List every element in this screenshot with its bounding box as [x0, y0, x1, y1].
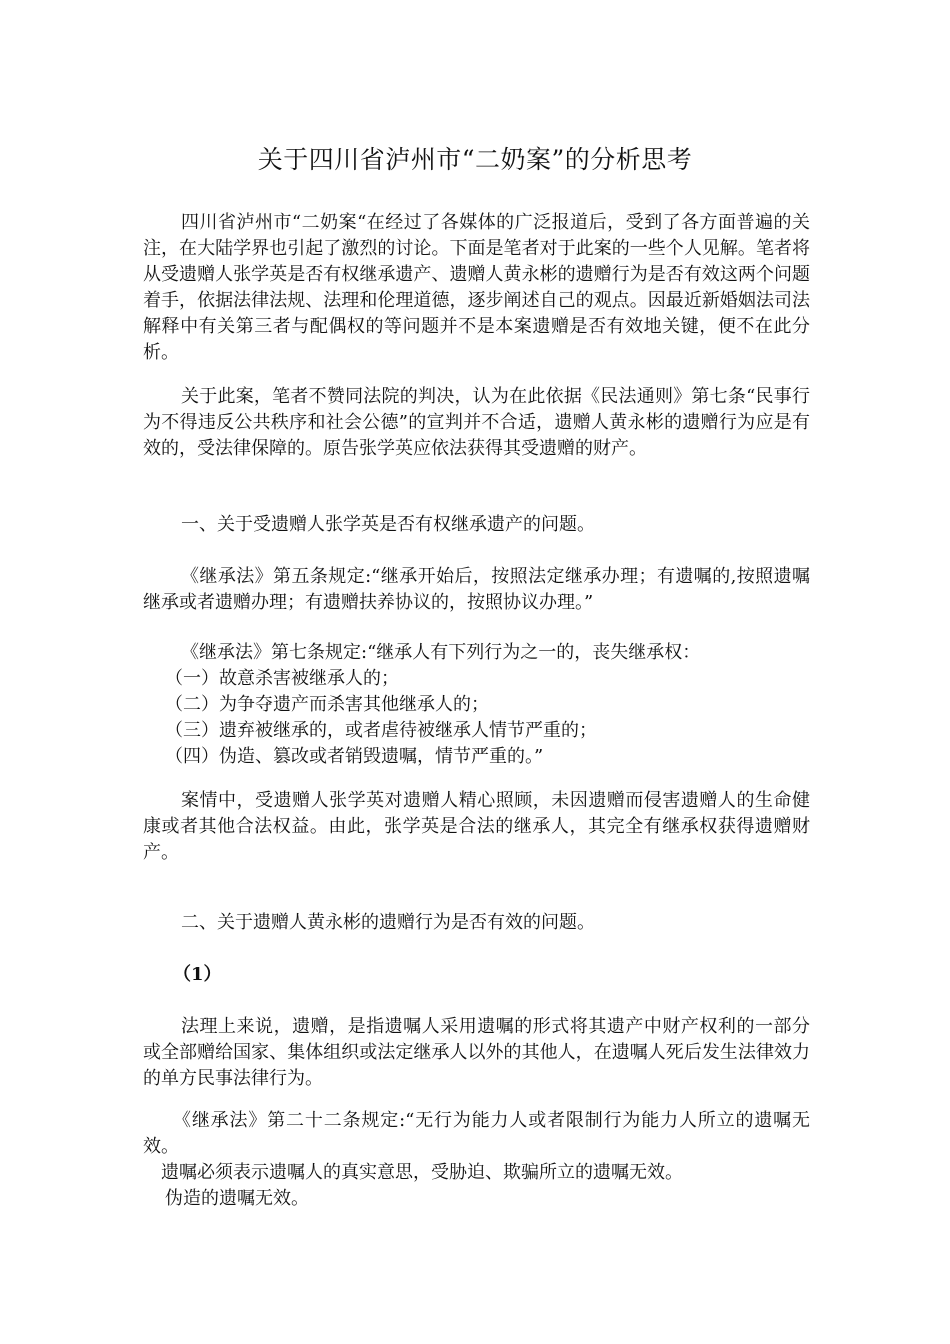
article-22-line: 伪造的遗嘱无效。	[165, 1188, 309, 1209]
section-1-conclusion: 案情中，受遗赠人张学英对遗赠人精心照顾，未因遗赠而侵害遗赠人的生命健康或者其他合法权益。由此，张学英是合法的继承人，其完全有继承权获得遗赠财产。	[143, 790, 810, 863]
inheritance-law-article-7	[143, 640, 810, 770]
section-2-heading: 二、关于遗赠人黄永彬的遗赠行为是否有效的问题。	[181, 912, 595, 933]
intro-paragraph-1: 四川省泸州市“二奶案“在经过了各媒体的广泛报道后，受到了各方面普遍的关注，在大陆学界也引起了激烈的讨论。下面是笔者对于此案的一些个人见解。笔者将从受遗赠人张学英是否有权继承遗产、遗赠人黄永彬的遗赠行为是否有效这两个问题着手，依据法律法规、法理和伦理道德，逐步阐述自己的观点。因最近新婚姻法司法解释中有关第三者与配偶权的等问题并不是本案遗赠是否有效地关键，便不在此分析。	[143, 212, 810, 363]
intro-paragraph-2: 关于此案，笔者不赞同法院的判决，认为在此依据《民法通则》第七条“民事行为不得违反公共秩序和社会公德”的宣判并不合适，遗赠人黄永彬的遗赠行为应是有效的，受法律保障的。原告张学英应依法获得其受遗赠的财产。	[143, 386, 810, 459]
section-2-subnumber: （1）	[173, 964, 222, 985]
document-title: 关于四川省泸州市“二奶案”的分析思考	[257, 145, 693, 174]
article-7-lead: 《继承法》第七条规定:“继承人有下列行为之一的，丧失继承权：	[181, 642, 701, 663]
article-7-item: （四）伪造、篡改或者销毁遗嘱，情节严重的。”	[165, 746, 544, 767]
article-7-item: （二）为争夺遗产而杀害其他继承人的；	[165, 694, 489, 715]
bequest-definition: 法理上来说，遗赠，是指遗嘱人采用遗嘱的形式将其遗产中财产权利的一部分或全部赠给国家、集体组织或法定继承人以外的其他人，在遗嘱人死后发生法律效力的单方民事法律行为。	[143, 1016, 810, 1089]
article-22-line: 遗嘱必须表示遗嘱人的真实意思，受胁迫、欺骗所立的遗嘱无效。	[161, 1162, 683, 1183]
article-7-item: （三）遗弃被继承的，或者虐待被继承人情节严重的；	[165, 720, 597, 741]
article-22-lead: 《继承法》第二十二条规定:“无行为能力人或者限制行为能力人所立的遗嘱无效。	[143, 1110, 810, 1157]
section-1-heading: 一、关于受遗赠人张学英是否有权继承遗产的问题。	[181, 514, 595, 535]
inheritance-law-article-22	[143, 1108, 810, 1212]
inheritance-law-article-5: 《继承法》第五条规定:“继承开始后，按照法定继承办理；有遗嘱的,按照遗嘱继承或者遗赠办理；有遗赠扶养协议的，按照协议办理。”	[143, 566, 810, 613]
article-7-item: （一）故意杀害被继承人的；	[165, 668, 399, 689]
